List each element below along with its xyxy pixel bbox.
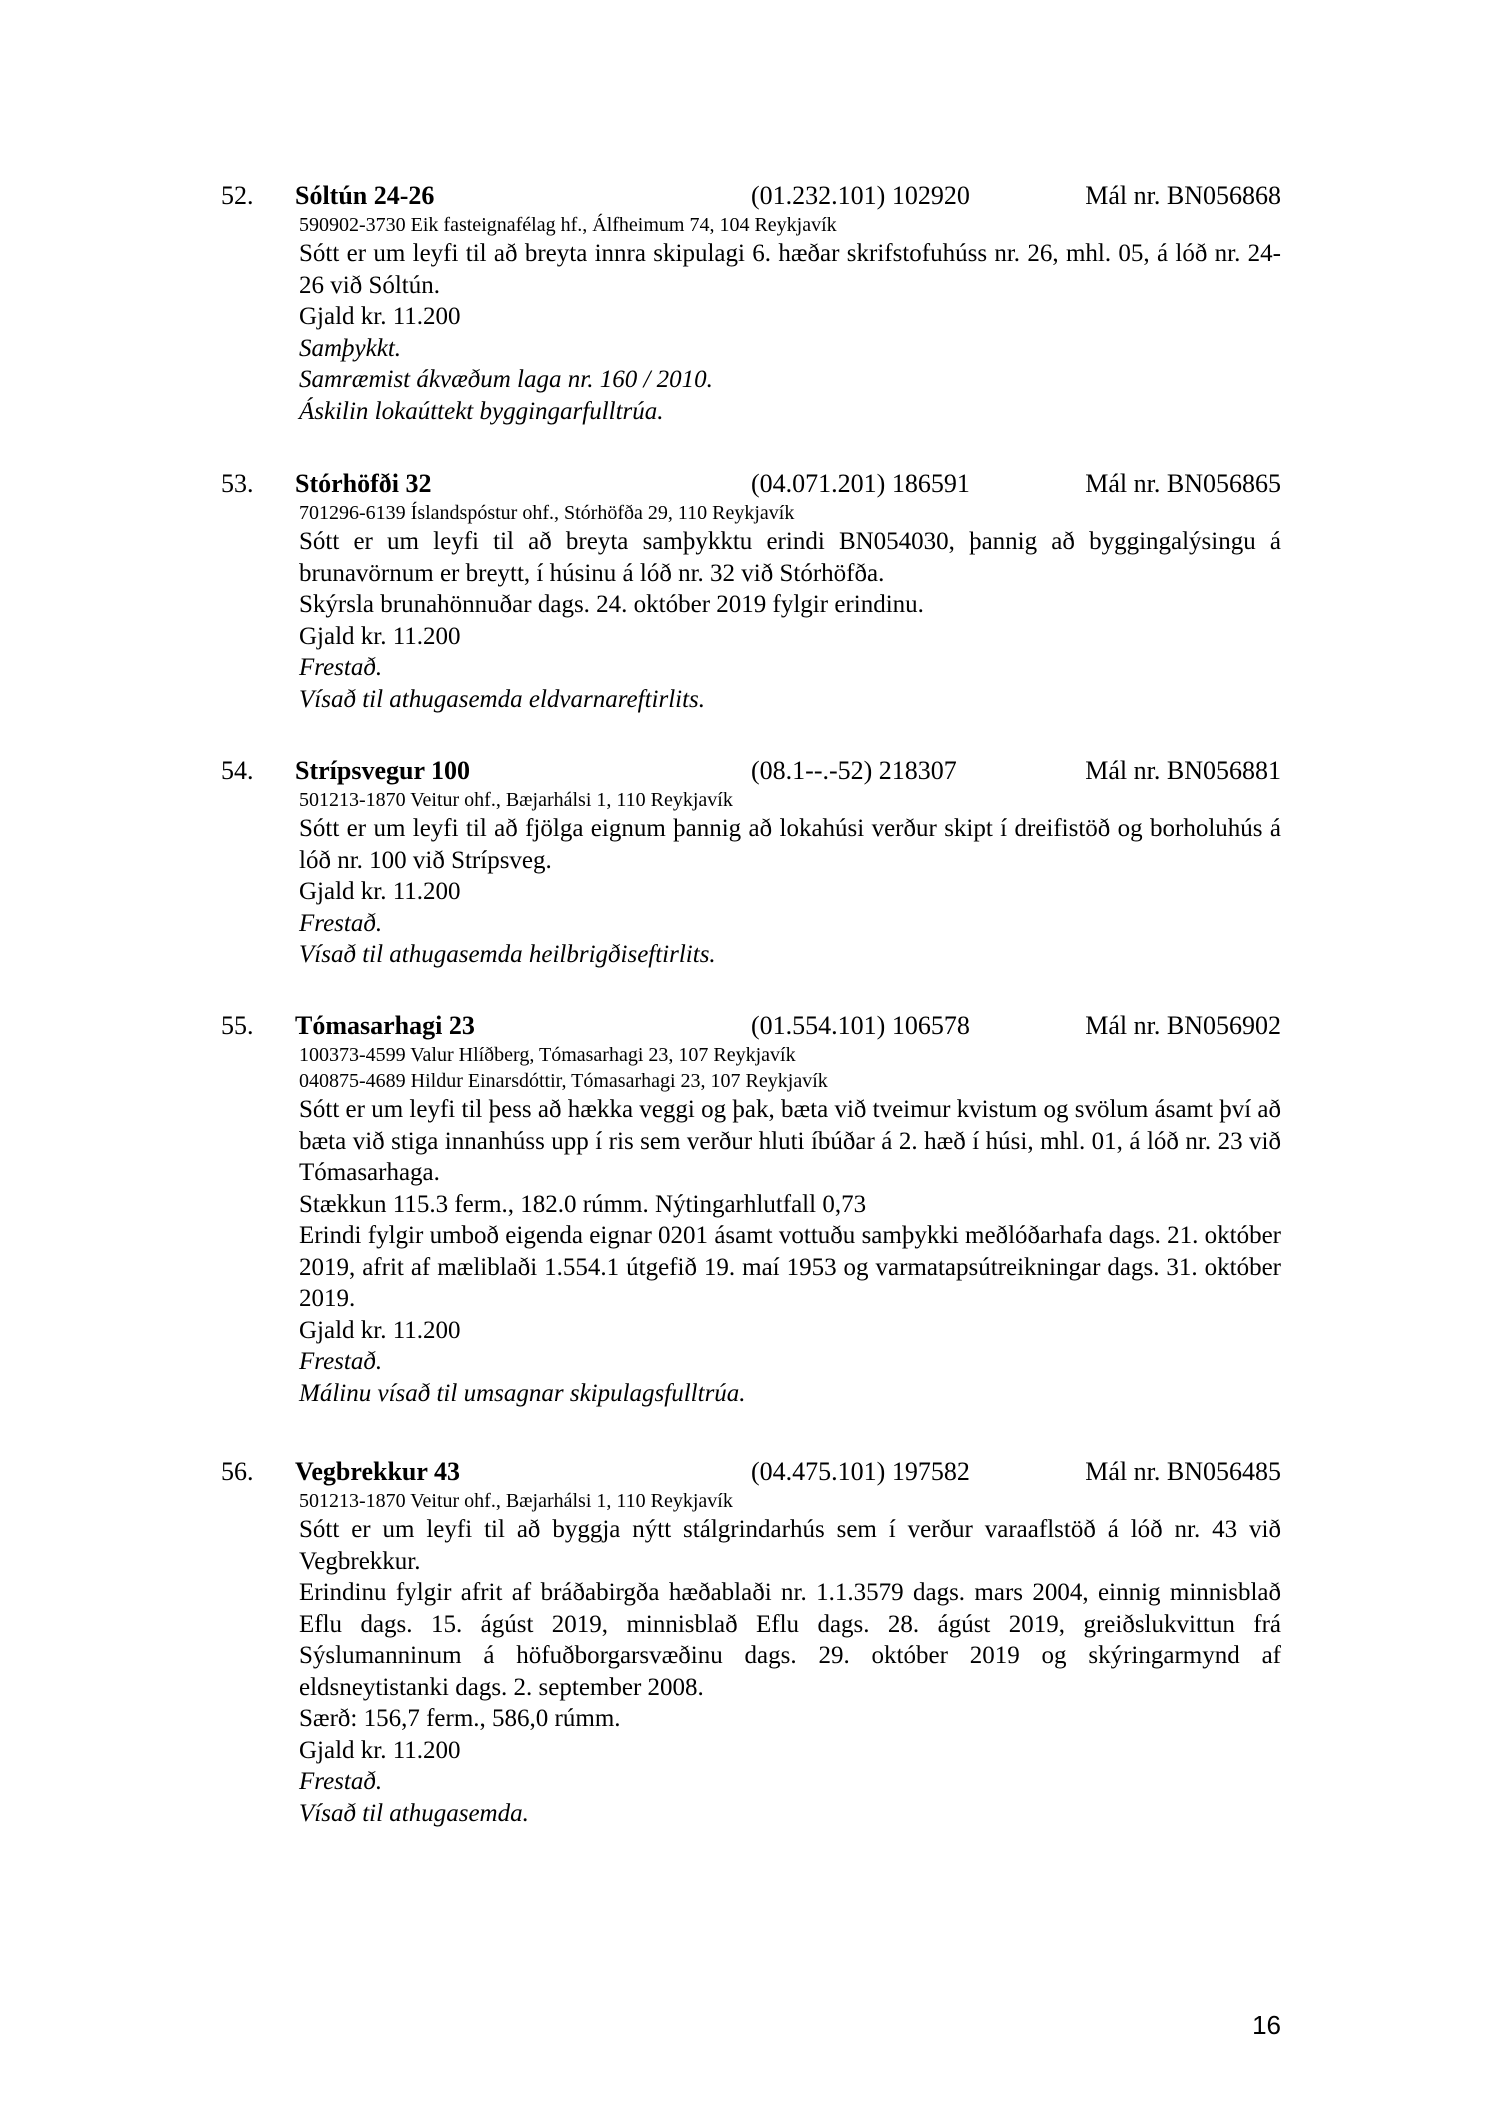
description-paragraph: Stækkun 115.3 ferm., 182.0 rúmm. Nýtingarhlutfall 0,73 — [299, 1190, 867, 1218]
owner-line: 501213-1870 Veitur ohf., Bæjarhálsi 1, 110 Reykjavík — [299, 1490, 733, 1512]
entry-title: Stórhöfði 32 — [295, 469, 432, 498]
case-number: Mál nr. BN056868 — [1085, 181, 1281, 210]
decision-line: Áskilin lokaúttekt byggingarfulltrúa. — [299, 397, 664, 425]
decision-line: Frestað. — [299, 1348, 383, 1375]
case-entry-52 — [221, 180, 1281, 427]
fee-line: Gjald kr. 11.200 — [299, 622, 461, 650]
description-paragraph: Sótt er um leyfi til að byggja nýtt stálgrindarhús sem í verður varaaflstöð á lóð nr. 43 við Vegbrekkur. — [299, 1516, 1281, 1575]
entry-header — [221, 468, 1281, 500]
fee-line: Gjald kr. 11.200 — [299, 303, 461, 330]
description-paragraph: Skýrsla brunahönnuðar dags. 24. október 2019 fylgir erindinu. — [299, 591, 924, 618]
entry-body — [299, 212, 1281, 427]
description-paragraph: Erindinu fylgir afrit af bráðabirgða hæðablaði nr. 1.1.3579 dags. mars 2004, einnig minnisblað Eflu dags. 15. ágúst 2019, minnisblað Eflu dags. 28. ágúst 2019, greiðslukvittun frá Sýslumanninum á höfuðborgarsvæðinu dags. 29. október 2019 og skýringarmynd af eldsneytistanki dags. 2. september 2008. — [299, 1579, 1281, 1701]
case-number: Mál nr. BN056865 — [1085, 469, 1281, 498]
decision-line: Samræmist ákvæðum laga nr. 160 / 2010. — [299, 366, 713, 393]
owner-line: 040875-4689 Hildur Einarsdóttir, Tómasarhagi 23, 107 Reykjavík — [299, 1070, 828, 1092]
entry-number: 52. — [221, 181, 254, 210]
entry-number: 54. — [221, 756, 254, 785]
entry-title: Vegbrekkur 43 — [295, 1457, 460, 1486]
entry-header — [221, 1010, 1281, 1042]
case-number: Mál nr. BN056485 — [1085, 1457, 1281, 1486]
description-paragraph: Sótt er um leyfi til að breyta samþykktu erindi BN054030, þannig að byggingalýsingu á brunavörnum er breytt, í húsinu á lóð nr. 32 við Stórhöfða. — [299, 528, 1281, 587]
owner-line: 501213-1870 Veitur ohf., Bæjarhálsi 1, 110 Reykjavík — [299, 789, 733, 811]
owner-line: 100373-4599 Valur Hlíðberg, Tómasarhagi 23, 107 Reykjavík — [299, 1044, 796, 1066]
description-paragraph: Erindi fylgir umboð eigenda eignar 0201 ásamt vottuðu samþykki meðlóðarhafa dags. 21. október 2019, afrit af mæliblaði 1.554.1 útgefið 19. maí 1953 og varmatapsútreikningar dags. 31. október 2019. — [299, 1222, 1281, 1312]
land-code: (01.232.101) 102920 — [751, 181, 970, 210]
decision-line: Frestað. — [299, 1768, 383, 1795]
entry-header — [221, 180, 1281, 212]
entry-number: 55. — [221, 1011, 254, 1040]
case-entry-54 — [221, 755, 1281, 971]
entry-body — [299, 1042, 1281, 1409]
case-entry-55 — [221, 1010, 1281, 1409]
entry-header — [221, 755, 1281, 787]
decision-line: Vísað til athugasemda. — [299, 1799, 529, 1827]
entry-body — [299, 1488, 1281, 1829]
land-code: (01.554.101) 106578 — [751, 1011, 970, 1040]
entry-number: 56. — [221, 1457, 254, 1486]
decision-line: Vísað til athugasemda heilbrigðiseftirlits. — [299, 941, 716, 968]
decision-line: Frestað. — [299, 654, 383, 681]
case-entry-56 — [221, 1456, 1281, 1829]
entry-title: Sóltún 24-26 — [295, 181, 435, 210]
case-number: Mál nr. BN056902 — [1085, 1011, 1281, 1040]
entry-number: 53. — [221, 469, 254, 498]
decision-line: Málinu vísað til umsagnar skipulagsfulltrúa. — [299, 1379, 746, 1407]
decision-line: Samþykkt. — [299, 334, 402, 362]
land-code: (04.071.201) 186591 — [751, 469, 970, 498]
decision-line: Vísað til athugasemda eldvarnareftirlits. — [299, 685, 706, 713]
owner-line: 590902-3730 Eik fasteignafélag hf., Álfheimum 74, 104 Reykjavík — [299, 214, 837, 236]
land-code: (08.1--.-52) 218307 — [751, 756, 957, 785]
owner-line: 701296-6139 Íslandspóstur ohf., Stórhöfða 29, 110 Reykjavík — [299, 502, 795, 524]
description-paragraph: Sótt er um leyfi til þess að hækka veggi og þak, bæta við tveimur kvistum og svölum ásamt því að bæta við stiga innanhúss upp í ris sem verður hluti íbúðar á 2. hæð í húsi, mhl. 01, á lóð nr. 23 við Tómasarhaga. — [299, 1096, 1281, 1186]
decision-line: Frestað. — [299, 909, 383, 937]
fee-line: Gjald kr. 11.200 — [299, 1316, 461, 1344]
entry-body — [299, 500, 1281, 715]
entry-header — [221, 1456, 1281, 1488]
fee-line: Gjald kr. 11.200 — [299, 878, 461, 905]
case-entry-53 — [221, 468, 1281, 715]
entry-title: Tómasarhagi 23 — [295, 1011, 475, 1040]
description-paragraph: Særð: 156,7 ferm., 586,0 rúmm. — [299, 1705, 621, 1732]
land-code: (04.475.101) 197582 — [751, 1457, 970, 1486]
description-paragraph: Sótt er um leyfi til að fjölga eignum þannig að lokahúsi verður skipt í dreifistöð og borholuhús á lóð nr. 100 við Strípsveg. — [299, 815, 1281, 874]
fee-line: Gjald kr. 11.200 — [299, 1736, 461, 1764]
description-paragraph: Sótt er um leyfi til að breyta innra skipulagi 6. hæðar skrifstofuhúss nr. 26, mhl. 05, á lóð nr. 24-26 við Sóltún. — [299, 240, 1281, 299]
entry-body — [299, 787, 1281, 971]
page-number: 16 — [1252, 2010, 1281, 2040]
case-number: Mál nr. BN056881 — [1085, 756, 1281, 785]
entry-title: Strípsvegur 100 — [295, 756, 471, 785]
